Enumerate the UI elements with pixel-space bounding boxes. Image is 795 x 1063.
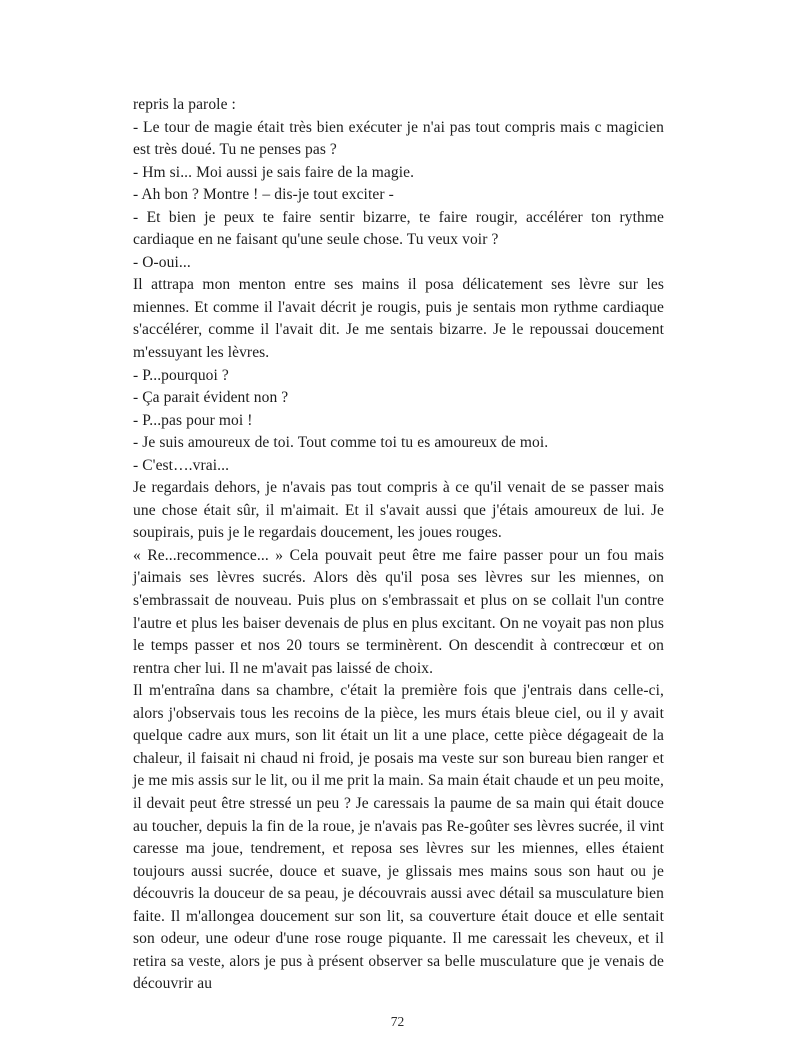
page-text: [133, 94, 664, 996]
paragraph: - O-oui...: [133, 253, 191, 271]
paragraph: Il m'entraîna dans sa chambre, c'était la première fois que j'entrais dans celle-ci, alors j'observais tous les recoins de la pièce, les murs étais bleue ciel, ou il y avait quelque cadre aux murs, son lit était un lit a une place, cette pièce dégageait de la chaleur, il faisait ni chaud ni froid, je posais ma veste sur son bureau bien ranger et je me mis assis sur le lit, ou il me prit la main. Sa main était chaude et un peu moite, il devait peut être stressé un peu ? Je caressais la paume de sa main qui était douce au toucher, depuis la fin de la roue, je n'avais pas Re-goûter ses lèvres sucrée, il vint caresse ma joue, tendrement, et reposa ses lèvres sur les miennes, elles étaient toujours aussi sucrée, douce et suave, je glissais mes mains sous son haut ou je découvris la douceur de sa peau, je découvrais aussi avec détail sa musculature bien faite. Il m'allongea doucement sur son lit, sa couverture était douce et elle sentait son odeur, une odeur d'une rose rouge piquante. Il me caressait les cheveux, et il retira sa veste, alors je pus à présent observer sa belle musculature que je venais de découvrir au: [133, 682, 664, 993]
paragraph: repris la parole :: [133, 96, 236, 113]
paragraph: - P...pourquoi ?: [133, 366, 229, 384]
paragraph: - Hm si... Moi aussi je sais faire de la magie.: [133, 163, 415, 181]
paragraph: - Le tour de magie était très bien exécuter je n'ai pas tout compris mais c magicien est très doué. Tu ne penses pas ?: [133, 118, 664, 159]
paragraph: - Ah bon ? Montre ! – dis-je tout exciter -: [133, 186, 394, 204]
paragraph: - C'est….vrai...: [133, 456, 230, 474]
paragraph: Je regardais dehors, je n'avais pas tout compris à ce qu'il venait de se passer mais une chose était sûr, il m'aimait. Et il s'avait aussi que j'étais amoureux de lui. Je soupirais, puis je le regardais doucement, les joues rouges.: [133, 479, 664, 542]
paragraph: - Je suis amoureux de toi. Tout comme toi tu es amoureux de moi.: [133, 434, 549, 452]
paragraph: - Ça parait évident non ?: [133, 389, 289, 407]
paragraph: - Et bien je peux te faire sentir bizarre, te faire rougir, accélérer ton rythme cardiaque en ne faisant qu'une seule chose. Tu veux voir ?: [133, 208, 664, 249]
paragraph: « Re...recommence... » Cela pouvait peut être me faire passer pour un fou mais j'aimais ses lèvres sucrés. Alors dès qu'il posa ses lèvres sur les miennes, on s'embrassait de nouveau. Puis plus on s'embrassait et plus on se collait l'un contre l'autre et plus les baiser devenais de plus en plus excitant. On ne voyait pas non plus le temps passer et nos 20 tours se terminèrent. On descendit à contrecœur et on rentra cher lui. Il ne m'avait pas laissé de choix.: [133, 546, 664, 677]
page-number: 72: [390, 1014, 405, 1029]
paragraph: - P...pas pour moi !: [133, 411, 253, 429]
paragraph: Il attrapa mon menton entre ses mains il posa délicatement ses lèvre sur les miennes. Et comme il l'avait décrit je rougis, puis je sentais mon rythme cardiaque s'accélérer, comme il l'avait dit. Je me sentais bizarre. Je le repoussai doucement m'essuyant les lèvres.: [133, 276, 664, 362]
